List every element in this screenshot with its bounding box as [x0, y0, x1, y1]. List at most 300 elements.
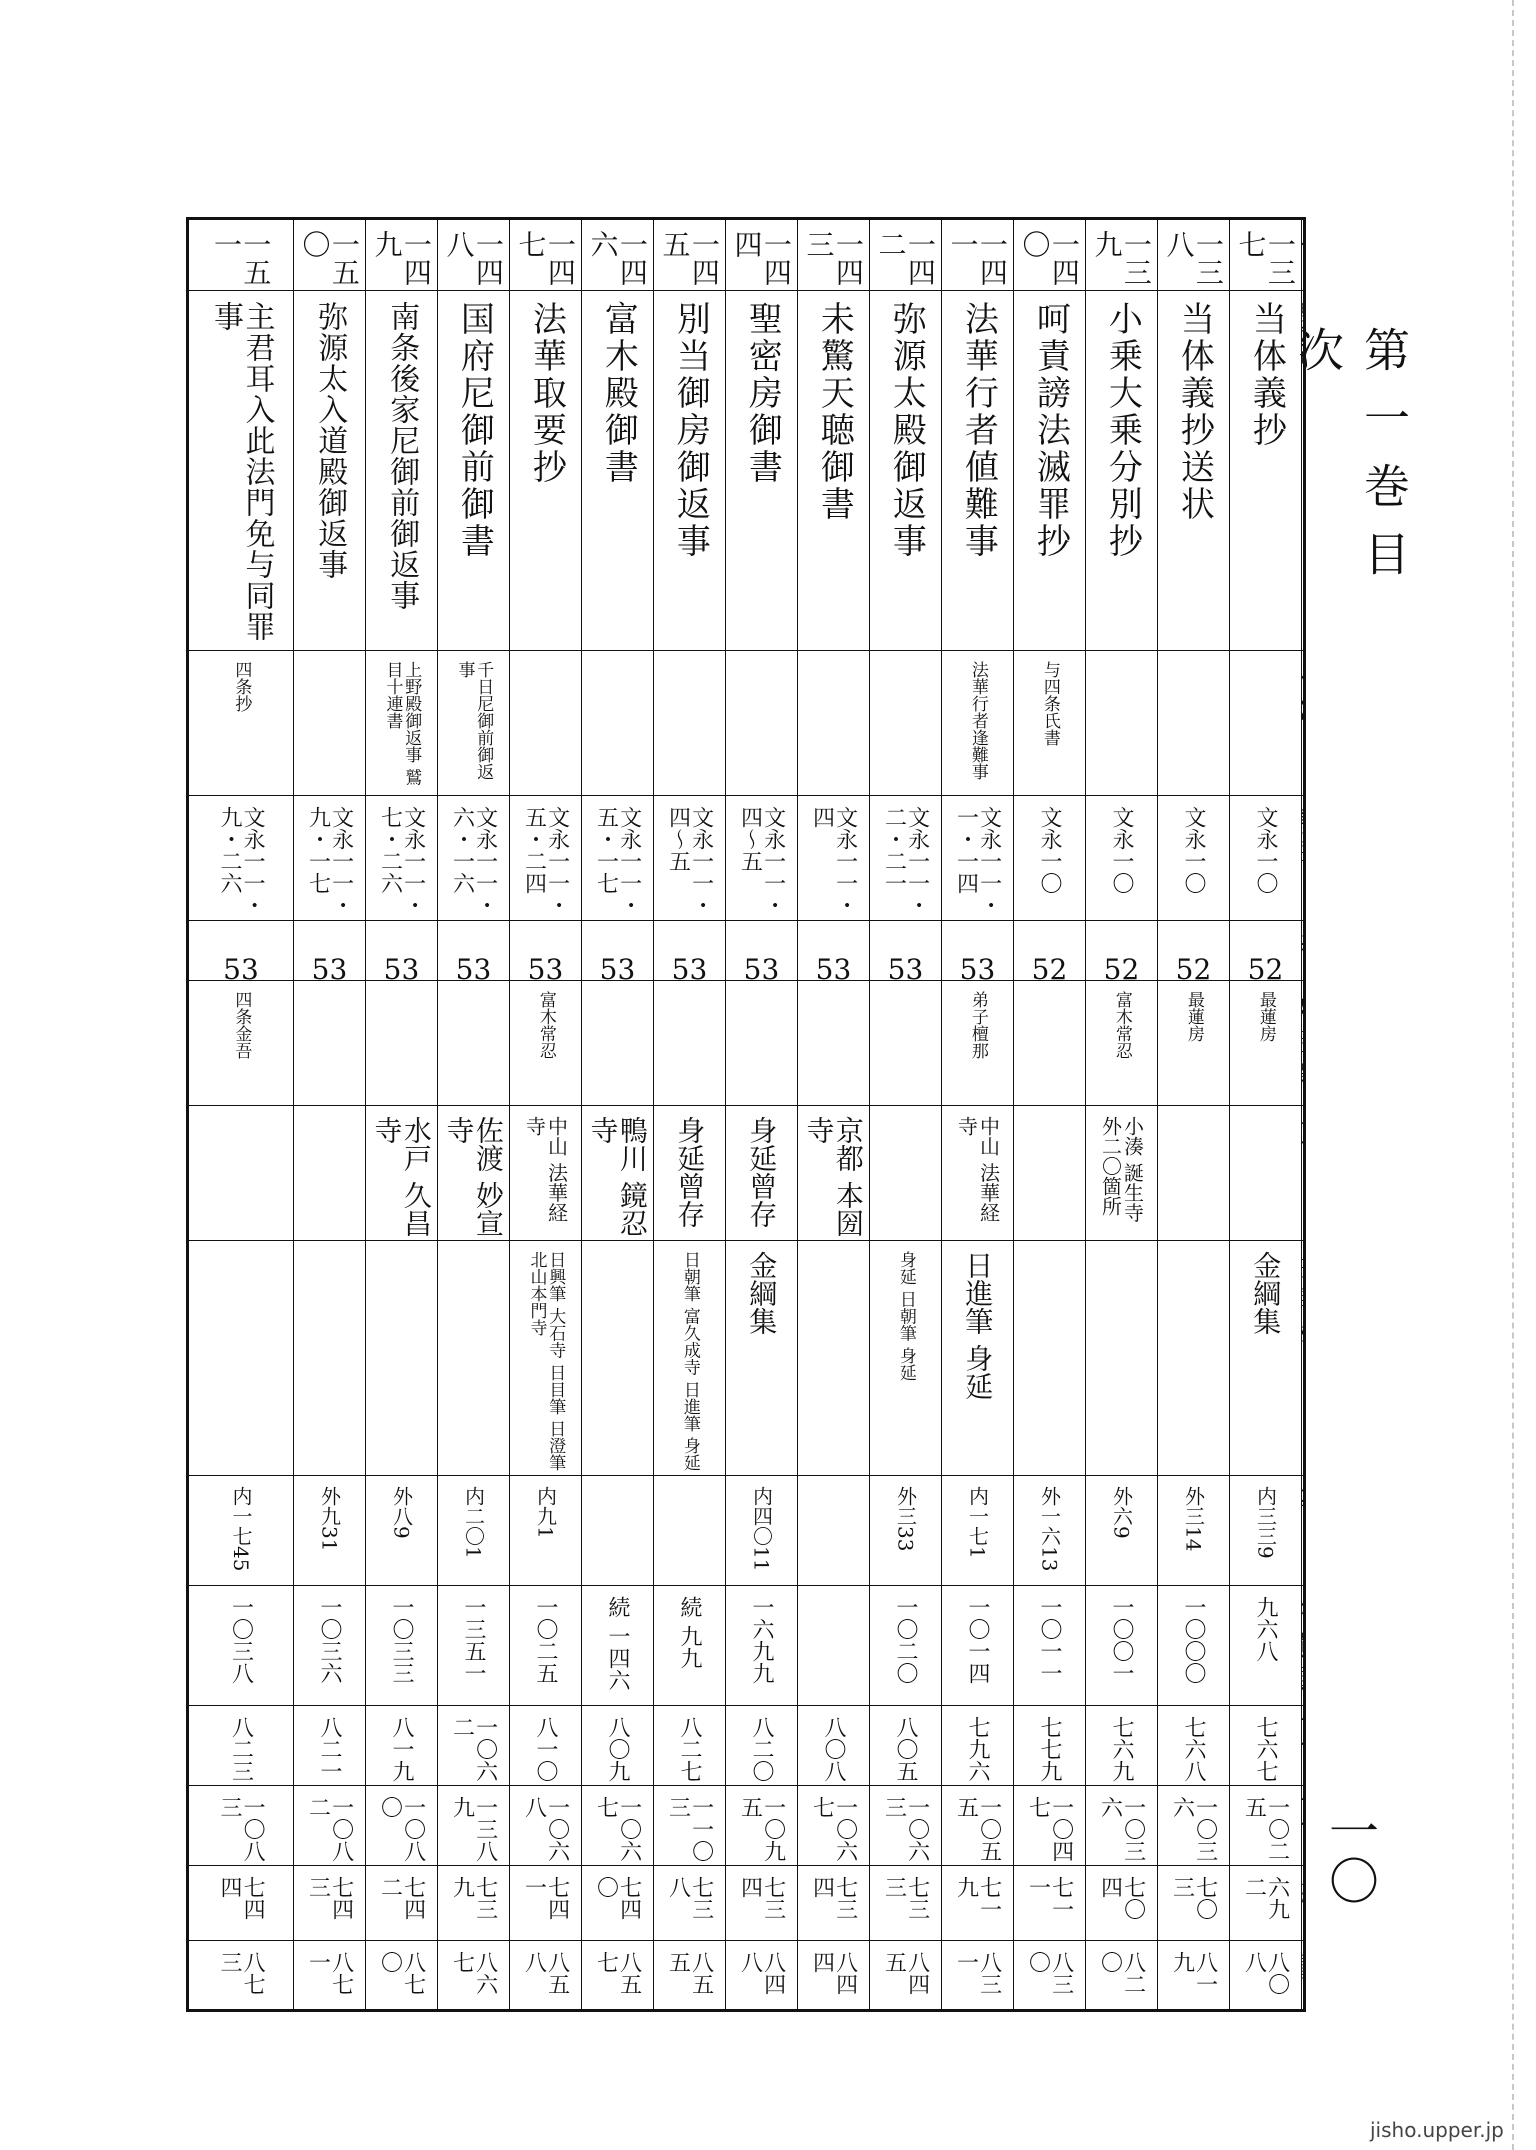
location: 身延曾存	[673, 1116, 707, 1228]
shinpen-page: 七四三	[305, 1876, 354, 1920]
alias-cell	[366, 650, 437, 795]
shintei-page: 一〇六八	[521, 1796, 570, 1862]
publication-cell	[942, 1475, 1013, 1585]
publication-cell	[582, 1475, 653, 1585]
shintei-page: 一三八九	[449, 1796, 498, 1862]
shinpen-page-cell	[1230, 1865, 1301, 1940]
alias: 与四条氏書	[1039, 661, 1060, 746]
header-alias	[1302, 661, 1303, 795]
shinpen-page: 七三四	[809, 1876, 858, 1920]
title-cell	[870, 290, 941, 650]
year: 文永一一・五・一七	[593, 806, 642, 916]
location: 小湊 誕生寺 外二〇箇所	[1098, 1116, 1145, 1223]
year-cell	[438, 795, 509, 920]
shintei-page: 一〇八二	[305, 1796, 354, 1862]
number: 一三七	[1234, 230, 1297, 286]
table-row	[437, 220, 509, 2009]
location: 中山 法華経寺	[954, 1116, 1001, 1223]
alias-cell	[1086, 650, 1157, 795]
shukui-page-cell	[942, 1585, 1013, 1705]
shinpen-page: 七三三	[881, 1876, 930, 1920]
number: 一四三	[802, 230, 865, 286]
shukui-page: 一〇二五	[533, 1596, 559, 1684]
copies-cell	[1014, 1240, 1085, 1475]
age: 53	[599, 953, 636, 980]
number-cell	[1230, 220, 1301, 290]
publication: 外一六13	[1037, 1486, 1062, 1572]
number-cell	[366, 220, 437, 290]
header-location-cell	[1302, 1105, 1303, 1240]
age: 53	[455, 953, 492, 980]
shukui-page-cell	[1230, 1585, 1301, 1705]
shotei-page: 八二三	[228, 1716, 254, 1782]
header-publication	[1302, 1486, 1303, 1585]
page-title: 第一巻目次	[1291, 326, 1411, 598]
shukui-page-cell	[438, 1585, 509, 1705]
scan-edge-line	[1512, 0, 1514, 2150]
year: 文永一〇	[1253, 806, 1279, 894]
header-copies-cell	[1302, 1240, 1303, 1475]
copies-cell	[654, 1240, 725, 1475]
location-cell	[798, 1105, 869, 1240]
shukui-page: 一〇〇一	[1109, 1596, 1135, 1684]
header-copies	[1302, 1251, 1303, 1353]
year: 文永一一・七・二六	[377, 806, 426, 916]
age: 53	[671, 953, 708, 980]
alias: 四条抄	[231, 661, 252, 712]
honsho-page: 八一九	[1169, 1951, 1218, 1995]
recipient: 四条金吾	[231, 991, 252, 1059]
year-cell	[1158, 795, 1229, 920]
shotei-page-cell	[582, 1705, 653, 1785]
title-cell	[366, 290, 437, 650]
publication: 外三33	[893, 1486, 918, 1552]
title: 弥源太入道殿御返事	[312, 301, 348, 580]
shintei-page-cell	[294, 1785, 365, 1865]
publication-cell	[510, 1475, 581, 1585]
honsho-page-cell	[510, 1940, 581, 2015]
shinpen-page: 六九二	[1241, 1876, 1290, 1920]
age: 53	[383, 953, 420, 980]
title: 別当御房御返事	[670, 301, 711, 560]
title: 法華取要抄	[526, 301, 567, 486]
number: 一五〇	[298, 230, 361, 286]
shintei-page: 一〇三六	[1169, 1796, 1218, 1862]
location-cell	[366, 1105, 437, 1240]
shukui-page-cell	[294, 1585, 365, 1705]
shotei-page: 八二一	[317, 1716, 343, 1782]
shukui-page: 九六八	[1253, 1596, 1279, 1662]
shotei-page: 八一九	[389, 1716, 415, 1782]
number: 一三九	[1090, 230, 1153, 286]
recipient: 弟子檀那	[967, 991, 988, 1059]
location-cell	[1014, 1105, 1085, 1240]
shinpen-page-cell	[1158, 1865, 1229, 1940]
table-row	[653, 220, 725, 2009]
header-number-cell	[1302, 220, 1303, 290]
location: 京都 本圀寺	[802, 1116, 865, 1237]
age-cell	[798, 920, 869, 980]
shotei-page: 七七九	[1037, 1716, 1063, 1782]
shintei-page-cell	[1230, 1785, 1301, 1865]
location-cell	[1086, 1105, 1157, 1240]
header-honsho-page-cell	[1302, 1940, 1303, 2015]
year: 文永一一・九・一七	[305, 806, 354, 916]
year-cell	[189, 795, 293, 920]
shukui-page: 一〇一一	[1037, 1596, 1063, 1684]
year-cell	[294, 795, 365, 920]
shukui-page: 一〇三八	[228, 1596, 254, 1684]
location-cell	[438, 1105, 509, 1240]
number: 一四八	[442, 230, 505, 286]
shinpen-page: 七四一	[521, 1876, 570, 1920]
number: 一四五	[658, 230, 721, 286]
publication-cell	[654, 1475, 725, 1585]
publication-cell	[438, 1475, 509, 1585]
header-recipient-cell	[1302, 980, 1303, 1105]
header-honsho-page	[1302, 1951, 1303, 2015]
shintei-page: 一〇六七	[809, 1796, 858, 1862]
shukui-page-cell	[1086, 1585, 1157, 1705]
shotei-page-cell	[1158, 1705, 1229, 1785]
shukui-page-cell	[726, 1585, 797, 1705]
publication-cell	[798, 1475, 869, 1585]
number: 一四九	[370, 230, 433, 286]
publication-cell	[1158, 1475, 1229, 1585]
header-shintei-page-cell	[1302, 1785, 1303, 1865]
table-row	[869, 220, 941, 2009]
title: 未驚天聴御書	[814, 301, 855, 523]
recipient-cell	[366, 980, 437, 1105]
alias-cell	[294, 650, 365, 795]
table-row	[509, 220, 581, 2009]
location-cell	[726, 1105, 797, 1240]
year-cell	[798, 795, 869, 920]
publication-cell	[726, 1475, 797, 1585]
alias-cell	[582, 650, 653, 795]
recipient-cell	[1158, 980, 1229, 1105]
shotei-page-cell	[1230, 1705, 1301, 1785]
age-cell	[294, 920, 365, 980]
honsho-page-cell	[582, 1940, 653, 2015]
title: 国府尼御前御書	[454, 301, 495, 560]
alias-cell	[438, 650, 509, 795]
year-cell	[1086, 795, 1157, 920]
honsho-page-cell	[294, 1940, 365, 2015]
shintei-page-cell	[870, 1785, 941, 1865]
shotei-page-cell	[726, 1705, 797, 1785]
contents-table	[186, 217, 1306, 2012]
number-cell	[1086, 220, 1157, 290]
shukui-page-cell	[366, 1585, 437, 1705]
copies-cell	[294, 1240, 365, 1475]
year: 文永一〇	[1109, 806, 1135, 894]
title: 当体義抄送状	[1174, 301, 1215, 523]
copies-cell	[366, 1240, 437, 1475]
honsho-page-cell	[654, 1940, 725, 2015]
honsho-page-cell	[1230, 1940, 1301, 2015]
header-age	[1302, 931, 1303, 980]
recipient: 最蓮房	[1255, 991, 1276, 1042]
number-cell	[294, 220, 365, 290]
alias-cell	[942, 650, 1013, 795]
year-cell	[654, 795, 725, 920]
recipient: 富木常忍	[1111, 991, 1132, 1059]
footer-watermark: jisho.upper.jp	[1370, 2118, 1504, 2142]
title-cell	[582, 290, 653, 650]
shotei-page-cell	[438, 1705, 509, 1785]
copies-cell	[582, 1240, 653, 1475]
shinpen-page-cell	[438, 1865, 509, 1940]
honsho-page: 八七一	[305, 1951, 354, 1995]
number: 一四七	[514, 230, 577, 286]
shotei-page-cell	[510, 1705, 581, 1785]
publication: 内二〇1	[461, 1486, 486, 1559]
alias-cell	[726, 650, 797, 795]
shotei-page-cell	[1086, 1705, 1157, 1785]
alias: 上野殿御返事 鷲目十連書	[382, 661, 422, 786]
shintei-page: 一〇五五	[953, 1796, 1002, 1862]
shotei-page: 八一〇	[533, 1716, 559, 1782]
title-cell	[942, 290, 1013, 650]
shintei-page-cell	[1086, 1785, 1157, 1865]
shinpen-page: 七一一	[1025, 1876, 1074, 1920]
shotei-page: 八二〇	[749, 1716, 775, 1782]
number: 一四四	[730, 230, 793, 286]
shintei-page-cell	[798, 1785, 869, 1865]
age: 52	[1103, 953, 1140, 980]
shotei-page-cell	[654, 1705, 725, 1785]
publication: 外九31	[317, 1486, 342, 1552]
location-cell	[654, 1105, 725, 1240]
honsho-page: 八五七	[593, 1951, 642, 1995]
shukui-page-cell	[189, 1585, 293, 1705]
number: 一三八	[1162, 230, 1225, 286]
year: 文永一一・六・一六	[449, 806, 498, 916]
location: 佐渡 妙宣寺	[442, 1116, 505, 1237]
year: 文永一一・四	[809, 806, 858, 916]
shotei-page: 八二七	[677, 1716, 703, 1782]
table-row	[797, 220, 869, 2009]
year: 文永一一・二・二一	[881, 806, 930, 916]
honsho-page: 八四五	[881, 1951, 930, 1995]
honsho-page-cell	[189, 1940, 293, 2015]
honsho-page: 八五五	[665, 1951, 714, 1995]
shintei-page-cell	[366, 1785, 437, 1865]
age-cell	[189, 920, 293, 980]
number: 一四二	[874, 230, 937, 286]
shinpen-page: 七一九	[953, 1876, 1002, 1920]
honsho-page-cell	[1158, 1940, 1229, 2015]
honsho-page: 八二〇	[1097, 1951, 1146, 1995]
shukui-page-cell	[510, 1585, 581, 1705]
number-cell	[1158, 220, 1229, 290]
title-cell	[510, 290, 581, 650]
number: 一四一	[946, 230, 1009, 286]
shinpen-page: 七四〇	[593, 1876, 642, 1920]
alias-cell	[1014, 650, 1085, 795]
shukui-page: 続 九九	[677, 1596, 703, 1669]
honsho-page: 八五八	[521, 1951, 570, 1995]
honsho-page: 八六七	[449, 1951, 498, 1995]
honsho-page-cell	[942, 1940, 1013, 2015]
age: 53	[887, 953, 924, 980]
shukui-page: 一六九九	[749, 1596, 775, 1684]
shukui-page: 一〇〇〇	[1181, 1596, 1207, 1684]
table-row	[365, 220, 437, 2009]
age-cell	[942, 920, 1013, 980]
table-row	[189, 220, 293, 2009]
age: 52	[1175, 953, 1212, 980]
shotei-page-cell	[294, 1705, 365, 1785]
recipient-cell	[510, 980, 581, 1105]
copies: 身延 日朝筆 身延	[895, 1251, 916, 1381]
shintei-page: 一一〇三	[665, 1796, 714, 1862]
honsho-page-cell	[798, 1940, 869, 2015]
age-cell	[1086, 920, 1157, 980]
recipient-cell	[438, 980, 509, 1105]
shinpen-page-cell	[870, 1865, 941, 1940]
number-cell	[189, 220, 293, 290]
publication: 内三三9	[1253, 1486, 1278, 1559]
header-shinpen-page-cell	[1302, 1865, 1303, 1940]
title: 法華行者値難事	[958, 301, 999, 560]
age-cell	[1230, 920, 1301, 980]
age-cell	[438, 920, 509, 980]
number-cell	[726, 220, 797, 290]
honsho-page-cell	[1086, 1940, 1157, 2015]
shinpen-page: 七四二	[377, 1876, 426, 1920]
copies-cell	[726, 1240, 797, 1475]
publication: 外六9	[1109, 1486, 1134, 1539]
copies: 日朝筆 富久成寺 日進筆 身延	[679, 1251, 700, 1472]
title: 弥源太殿御返事	[886, 301, 927, 560]
copies-cell	[942, 1240, 1013, 1475]
header-shukui-page-cell	[1302, 1585, 1303, 1705]
title-cell	[1014, 290, 1085, 650]
honsho-page-cell	[366, 1940, 437, 2015]
shinpen-page-cell	[654, 1865, 725, 1940]
honsho-page: 八七三	[217, 1951, 266, 1995]
year: 文永一一・一・一四	[953, 806, 1002, 916]
age: 53	[959, 953, 996, 980]
shinpen-page-cell	[798, 1865, 869, 1940]
title: 南条後家尼御前御返事	[384, 301, 420, 611]
year-cell	[1230, 795, 1301, 920]
header-year	[1302, 806, 1303, 874]
shotei-page-cell	[1014, 1705, 1085, 1785]
copies-cell	[798, 1240, 869, 1475]
location: 水戸 久昌寺	[370, 1116, 433, 1237]
shotei-page: 七六七	[1253, 1716, 1279, 1782]
recipient-cell	[1014, 980, 1085, 1105]
shinpen-page-cell	[942, 1865, 1013, 1940]
table-row	[941, 220, 1013, 2009]
shotei-page-cell	[942, 1705, 1013, 1785]
copies: 金綱集	[745, 1251, 779, 1335]
shinpen-page-cell	[1014, 1865, 1085, 1940]
number: 一四六	[586, 230, 649, 286]
title-cell	[294, 290, 365, 650]
location: 中山 法華経寺	[522, 1116, 569, 1223]
year-cell	[582, 795, 653, 920]
year: 文永一一・五・二四	[521, 806, 570, 916]
shukui-page-cell	[1158, 1585, 1229, 1705]
year-cell	[1014, 795, 1085, 920]
copies-cell	[189, 1240, 293, 1475]
age-cell	[1014, 920, 1085, 980]
header-number	[1302, 230, 1303, 290]
title-cell	[798, 290, 869, 650]
shintei-page: 一〇六三	[881, 1796, 930, 1862]
shintei-page-cell	[1014, 1785, 1085, 1865]
table-row	[1013, 220, 1085, 2009]
shukui-page: 続 一四六	[605, 1596, 631, 1691]
alias-cell	[189, 650, 293, 795]
shotei-page-cell	[366, 1705, 437, 1785]
title-cell	[654, 290, 725, 650]
location-cell	[942, 1105, 1013, 1240]
table-row	[1229, 220, 1301, 2009]
age: 53	[223, 953, 259, 980]
title: 小乗大乗分別抄	[1102, 301, 1143, 560]
year: 文永一〇	[1037, 806, 1063, 894]
location: 身延曾存	[745, 1116, 779, 1228]
age: 52	[1247, 953, 1284, 980]
recipient-cell	[942, 980, 1013, 1105]
shintei-page: 一〇九五	[737, 1796, 786, 1862]
copies-cell	[510, 1240, 581, 1475]
recipient-cell	[1230, 980, 1301, 1105]
publication-cell	[189, 1475, 293, 1585]
alias-cell	[654, 650, 725, 795]
alias-cell	[510, 650, 581, 795]
recipient-cell	[654, 980, 725, 1105]
copies-cell	[1086, 1240, 1157, 1475]
shukui-page: 一〇三三	[389, 1596, 415, 1684]
number-cell	[510, 220, 581, 290]
alias-cell	[1230, 650, 1301, 795]
shintei-page-cell	[189, 1785, 293, 1865]
year: 文永一一・四〜五	[665, 806, 714, 916]
shinpen-page: 七四四	[217, 1876, 266, 1920]
shotei-page: 七六八	[1181, 1716, 1207, 1782]
copies: 日興筆 大石寺 日目筆 日澄筆 北山本門寺	[526, 1251, 566, 1472]
recipient-cell	[870, 980, 941, 1105]
shotei-page: 一〇六二	[449, 1716, 498, 1782]
shotei-page-cell	[798, 1705, 869, 1785]
number-cell	[582, 220, 653, 290]
header-shintei-page	[1302, 1796, 1303, 1865]
age: 52	[1031, 953, 1068, 980]
shotei-page: 七六九	[1109, 1716, 1135, 1782]
number: 一五一	[210, 230, 273, 286]
page-number: 一〇	[1321, 1805, 1379, 1905]
honsho-page-cell	[870, 1940, 941, 2015]
shukui-page-cell	[582, 1585, 653, 1705]
shinpen-page: 七三四	[737, 1876, 786, 1920]
shinpen-page: 七〇四	[1097, 1876, 1146, 1920]
shinpen-page-cell	[366, 1865, 437, 1940]
year-cell	[726, 795, 797, 920]
header-shukui-page	[1302, 1596, 1303, 1698]
shintei-page-cell	[726, 1785, 797, 1865]
shinpen-page: 七〇三	[1169, 1876, 1218, 1920]
title: 聖密房御書	[742, 301, 783, 486]
shinpen-page-cell	[1086, 1865, 1157, 1940]
honsho-page-cell	[438, 1940, 509, 2015]
title-cell	[1230, 290, 1301, 650]
